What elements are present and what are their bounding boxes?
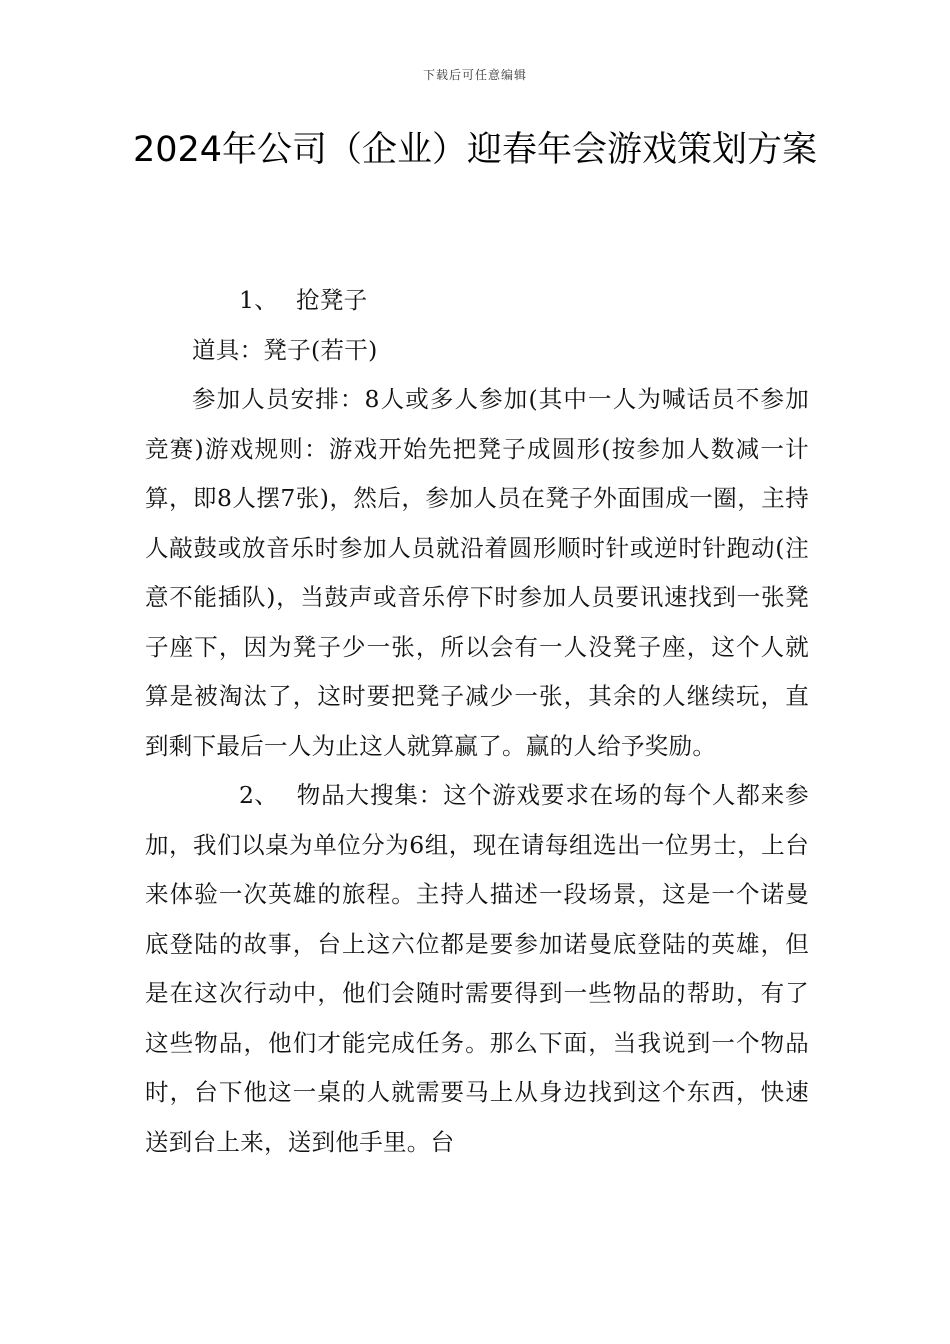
- item-number: 2、: [239, 781, 279, 809]
- paragraph-1: [145, 276, 809, 326]
- item-heading: 抢凳子: [296, 286, 368, 314]
- document-title: 2024年公司（企业）迎春年会游戏策划方案: [132, 130, 818, 170]
- document-body: [145, 276, 809, 1167]
- paragraph-text: 道具：凳子(若干): [192, 335, 378, 364]
- paragraph-2: [145, 771, 809, 1167]
- paragraph-text: 参加人员安排：8人或多人参加(其中一人为喊话员不参加竞赛)游戏规则：游戏开始先把凳子成圆形(按参加人数减一计算，即8人摆7张)，然后，参加人员在凳子外面围成一圈，主持人敲鼓或放音乐时参加人员就沿着圆形顺时针或逆时针跑动(注意不能插队)，当鼓声或音乐停下时参加人员要讯速找到一张凳子座下，因为凳子少一张，所以会有一人没凳子座，这个人就算是被淘汰了，这时要把凳子减少一张，其余的人继续玩，直到剩下最后一人为止这人就算赢了。赢的人给予奖励。: [145, 385, 809, 760]
- item-number: 1、: [239, 286, 279, 314]
- paragraph-rules: [145, 375, 809, 771]
- paragraph-text: 物品大搜集：这个游戏要求在场的每个人都来参加，我们以桌为单位分为6组，现在请每组选出一位男士，上台来体验一次英雄的旅程。主持人描述一段场景，这是一个诺曼底登陆的故事，台上这六位都是要参加诺曼底登陆的英雄，但是在这次行动中，他们会随时需要得到一些物品的帮助，有了这些物品，他们才能完成任务。那么下面，当我说到一个物品时，台下他这一桌的人就需要马上从身边找到这个东西，快速送到台上来，送到他手里。台: [145, 781, 809, 1156]
- header-note: 下载后可任意编辑: [422, 68, 527, 82]
- paragraph-props: [145, 326, 809, 376]
